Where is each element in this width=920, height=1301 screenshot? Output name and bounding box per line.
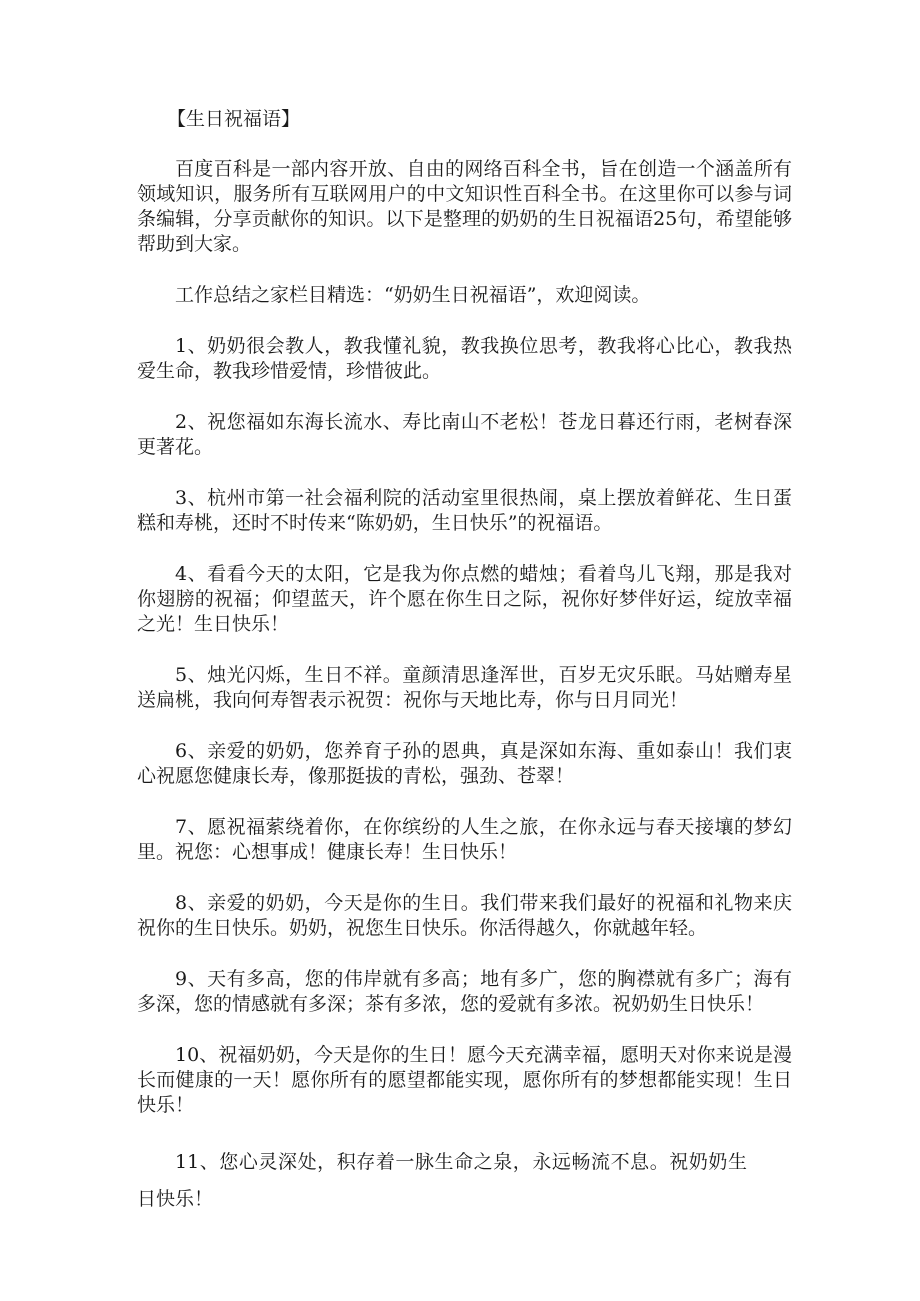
wish-item-8: 8、亲爱的奶奶，今天是你的生日。我们带来我们最好的祝福和礼物来庆祝你的生日快乐。奶奶，祝您生日快乐。你活得越久，你就越年轻。 (137, 892, 792, 939)
wish-item-7: 7、愿祝福萦绕着你，在你缤纷的人生之旅，在你永远与春天接壤的梦幻里。祝您：心想事成！健康长寿！生日快乐！ (137, 816, 792, 863)
wish-item-1: 1、奶奶很会教人，教我懂礼貌，教我换位思考，教我将心比心，教我热爱生命，教我珍惜爱情，珍惜彼此。 (137, 335, 792, 382)
document-heading: 【生日祝福语】 (167, 108, 301, 130)
wish-item-2: 2、祝您福如东海长流水、寿比南山不老松！苍龙日暮还行雨，老树春深更著花。 (137, 411, 792, 458)
wish-item-9: 9、天有多高，您的伟岸就有多高；地有多广，您的胸襟就有多广；海有多深，您的情感就有多深；茶有多浓，您的爱就有多浓。祝奶奶生日快乐！ (137, 968, 792, 1015)
wish-item-6: 6、亲爱的奶奶，您养育子孙的恩典，真是深如东海、重如泰山！我们衷心祝愿您健康长寿，像那挺拔的青松，强劲、苍翠！ (137, 740, 792, 787)
wish-item-11: 11、您心灵深处，积存着一脉生命之泉，永远畅流不息。祝奶奶生日快乐！ (137, 1151, 747, 1210)
document-page (137, 103, 792, 1218)
wish-item-5: 5、烛光闪烁，生日不祥。童颜清思逢浑世，百岁无灾乐眠。马姑赠寿星送扁桃，我向何寿智表示祝贺：祝你与天地比寿，你与日月同光！ (137, 664, 792, 711)
wish-item-3: 3、杭州市第一社会福利院的活动室里很热闹，桌上摆放着鲜花、生日蛋糕和寿桃，还时不时传来“陈奶奶，生日快乐”的祝福语。 (137, 487, 792, 534)
wish-item-4: 4、看看今天的太阳，它是我为你点燃的蜡烛；看着鸟儿飞翔，那是我对你翅膀的祝福；仰望蓝天，许个愿在你生日之际，祝你好梦伴好运，绽放幸福之光！生日快乐！ (137, 563, 792, 635)
intro-paragraph: 百度百科是一部内容开放、自由的网络百科全书，旨在创造一个涵盖所有领域知识，服务所有互联网用户的中文知识性百科全书。在这里你可以参与词条编辑，分享贡献你的知识。以下是整理的奶奶的生日祝福语25句，希望能够帮助到大家。 (137, 158, 792, 255)
column-note-paragraph: 工作总结之家栏目精选：“奶奶生日祝福语”，欢迎阅读。 (175, 284, 651, 306)
wish-item-10: 10、祝福奶奶，今天是你的生日！愿今天充满幸福，愿明天对你来说是漫长而健康的一天！愿你所有的愿望都能实现，愿你所有的梦想都能实现！生日快乐！ (137, 1044, 792, 1116)
